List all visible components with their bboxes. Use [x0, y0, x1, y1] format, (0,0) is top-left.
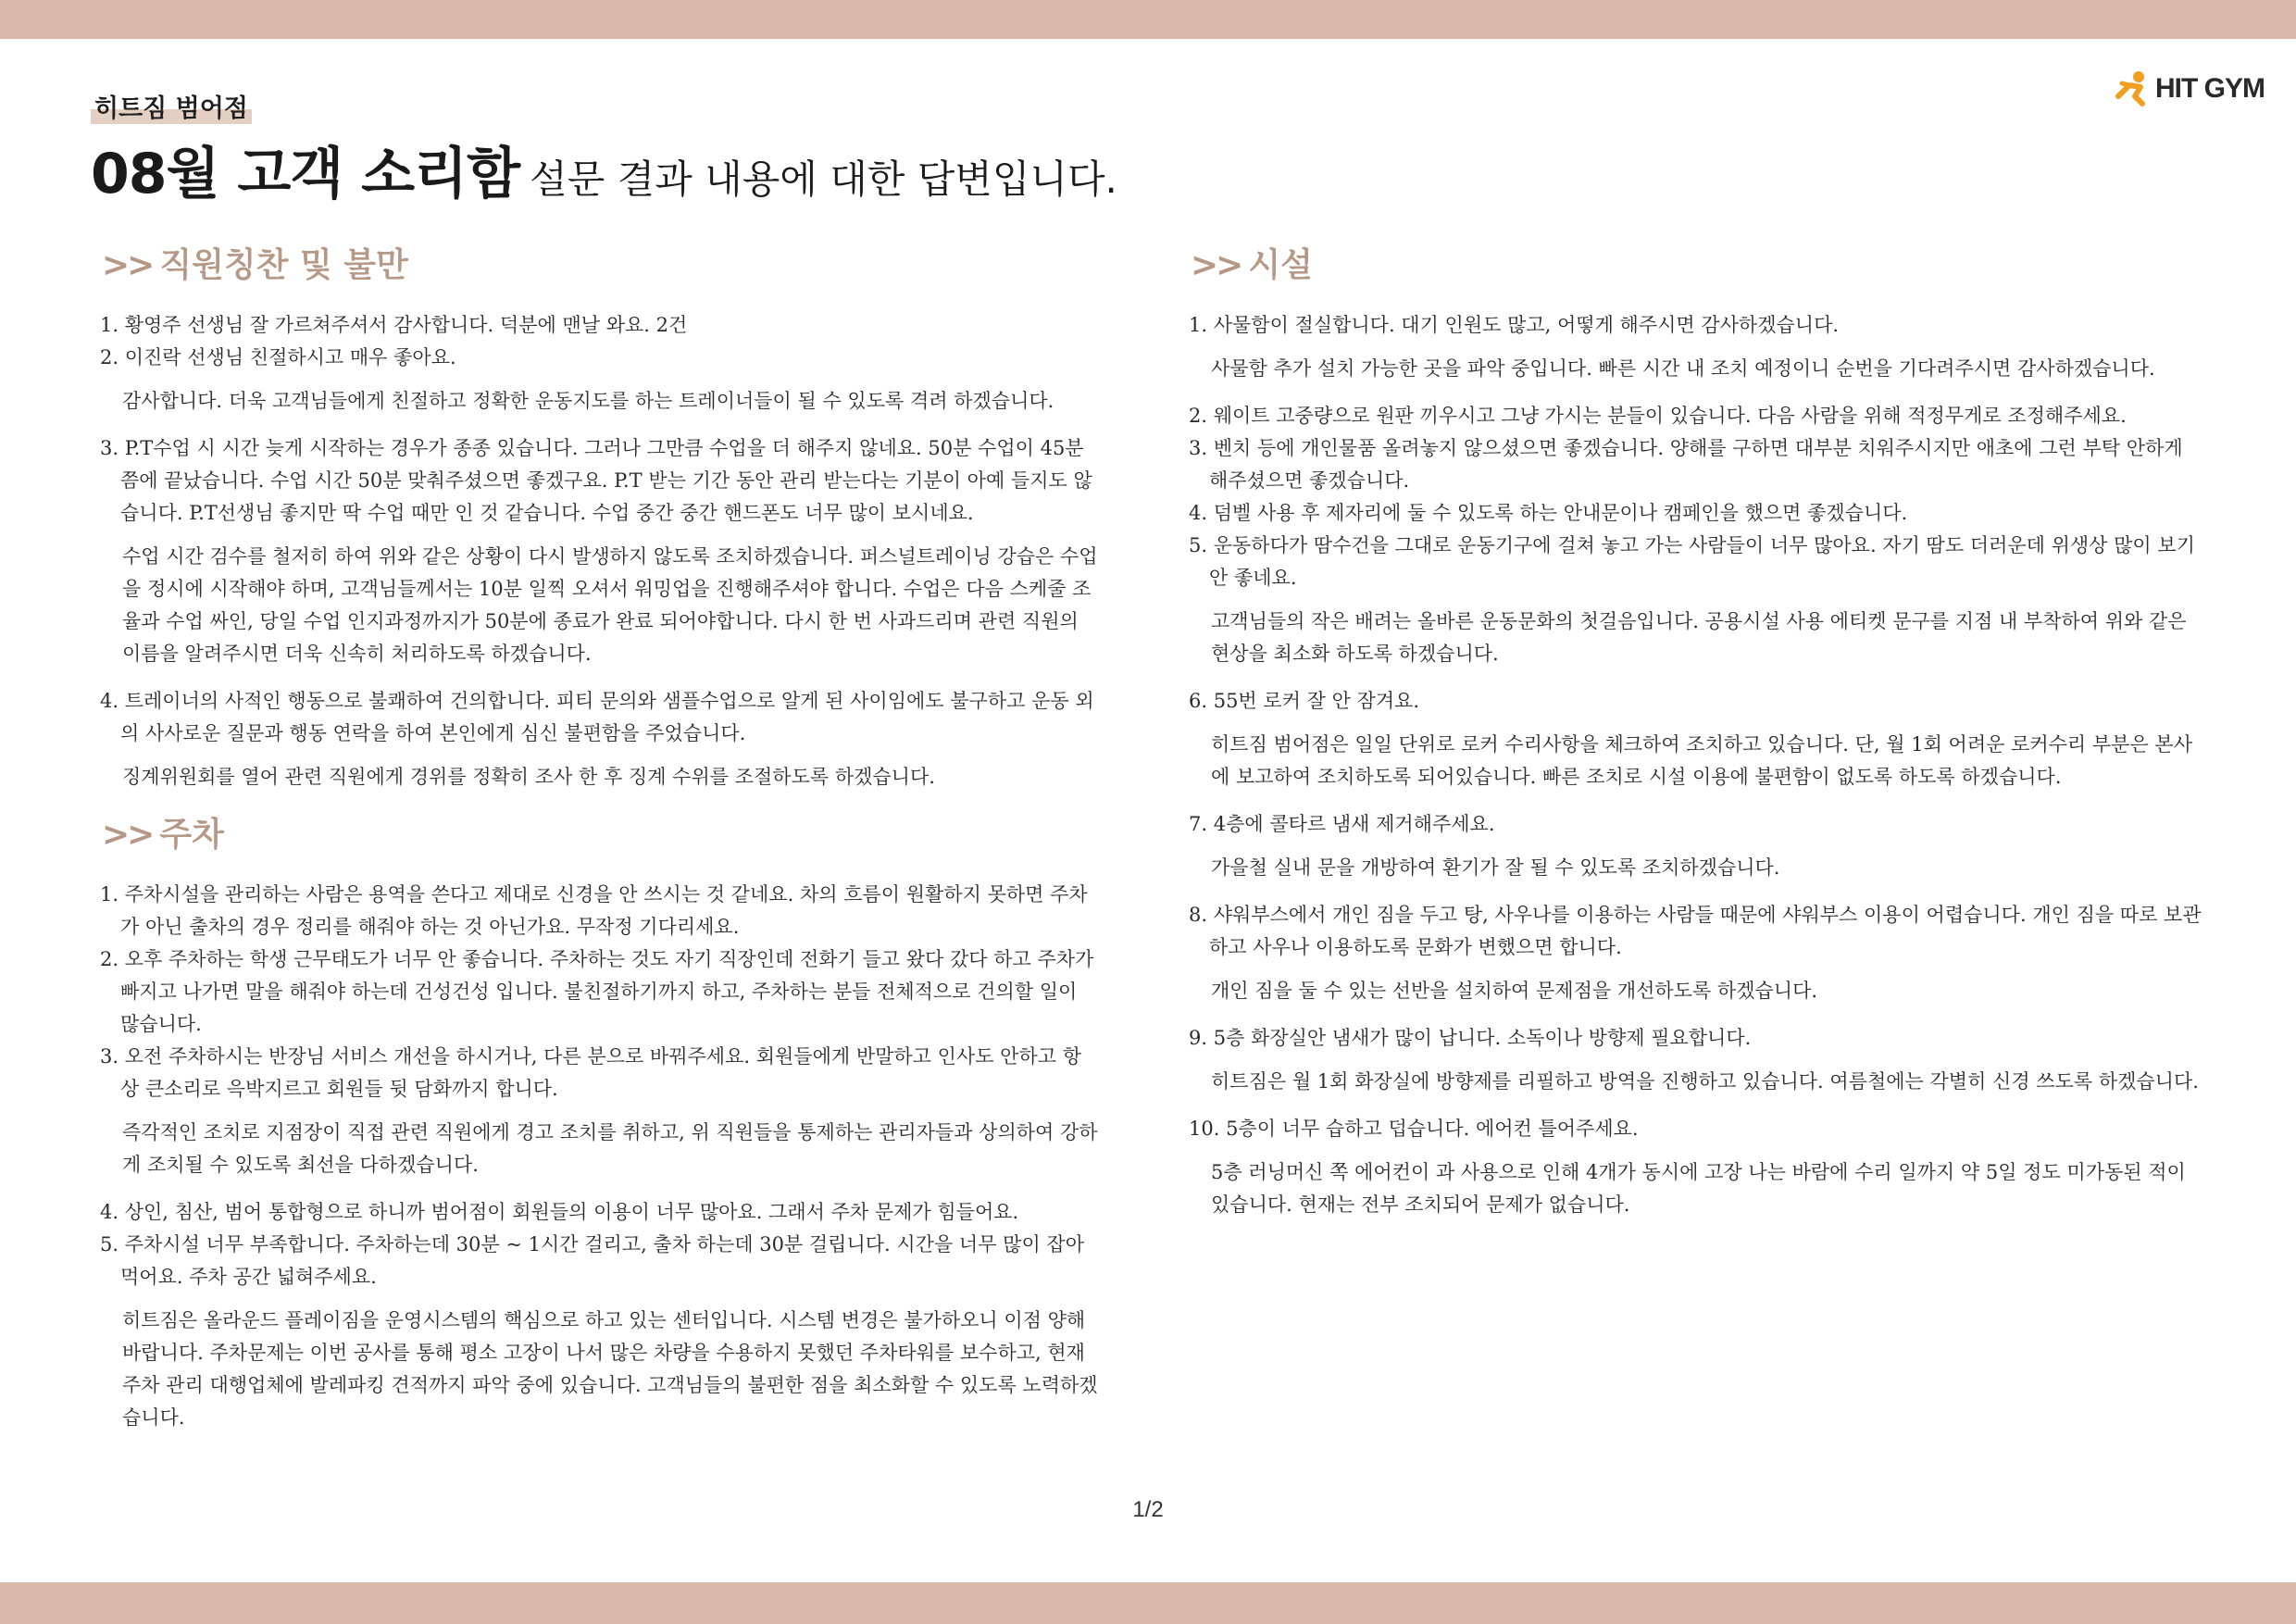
- section-heading-facility: >> 시설: [1191, 246, 1313, 284]
- question-item: 2. 웨이트 고중량으로 원판 끼우시고 그냥 가시는 분들이 있습니다. 다음 사람을 위해 적정무게로 조정해주세요.: [1189, 405, 2127, 427]
- question-item: 8. 샤워부스에서 개인 짐을 두고 탕, 사우나를 이용하는 사람들 때문에 샤워부스 이용이 어렵습니다. 개인 짐을 따로 보관하고 사우나 이용하도록 문화가 변했으면 합니다.: [1189, 904, 2202, 958]
- question-item: 1. 황영주 선생님 잘 가르쳐주셔서 감사합니다. 덕분에 맨날 와요. 2건: [100, 314, 688, 336]
- page-number: 1/2: [1132, 1497, 1164, 1522]
- answer-item: 히트짐은 올라운드 플레이짐을 운영시스템의 핵심으로 하고 있는 센터입니다. 시스템 변경은 불가하오니 이점 양해 바랍니다. 주차문제는 이번 공사를 통해 평소 고장이 나서 많은 차량을 수용하지 못했던 주차타워를 보수하고, 현재 주차 관리 대행업체에 발레파킹 견적까지 파악 중에 있습니다. 고객님들의 불편한 점을 최소화할 수 있도록 노력하겠습니다.: [122, 1309, 1098, 1429]
- question-item: 5. 주차시설 너무 부족합니다. 주차하는데 30분 ~ 1시간 걸리고, 출차 하는데 30분 걸립니다. 시간을 너무 많이 잡아먹어요. 주차 공간 넓혀주세요.: [100, 1233, 1084, 1288]
- section-heading-parking: >> 주차: [102, 816, 224, 854]
- top-band: [0, 0, 2296, 39]
- question-item: 4. 트레이너의 사적인 행동으로 불쾌하여 건의합니다. 피티 문의와 샘플수업으로 알게 된 사이임에도 불구하고 운동 외의 사사로운 질문과 행동 연락을 하여 본인에게 심신 불편함을 주었습니다.: [100, 690, 1094, 744]
- question-item: 2. 이진락 선생님 친절하시고 매우 좋아요.: [100, 346, 456, 369]
- question-item: 3. 벤치 등에 개인물품 올려놓지 않으셨으면 좋겠습니다. 양해를 구하면 대부분 치워주시지만 애초에 그런 부탁 안하게 해주셨으면 좋겠습니다.: [1189, 437, 2183, 492]
- question-item: 3. P.T수업 시 시간 늦게 시작하는 경우가 종종 있습니다. 그러나 그만큼 수업을 더 해주지 않네요. 50분 수업이 45분쯤에 끝났습니다. 수업 시간 50분 맞춰주셨으면 좋겠구요. P.T 받는 기간 동안 관리 받는다는 기분이 아예 들지도 않습니다. P.T선생님 좋지만 딱 수업 때만 인 것 같습니다. 수업 중간 중간 핸드폰도 너무 많이 보시네요.: [100, 437, 1092, 524]
- section-heading-staff: >> 직원칭찬 및 불만: [102, 246, 408, 284]
- question-item: 10. 5층이 너무 습하고 덥습니다. 에어컨 틀어주세요.: [1189, 1118, 1639, 1140]
- right-column: [1189, 243, 2207, 1236]
- answer-item: 즉각적인 조치로 지점장이 직접 관련 직원에게 경고 조치를 취하고, 위 직원들을 통제하는 관리자들과 상의하여 강하게 조치될 수 있도록 최선을 다하겠습니다.: [122, 1121, 1098, 1176]
- question-item: 3. 오전 주차하시는 반장님 서비스 개선을 하시거나, 다른 분으로 바꿔주세요. 회원들에게 반말하고 인사도 안하고 항상 큰소리로 윽박지르고 회원들 뒷 담화까지 합니다.: [100, 1045, 1081, 1100]
- answer-item: 수업 시간 검수를 철저히 하여 위와 같은 상황이 다시 발생하지 않도록 조치하겠습니다. 퍼스널트레이닝 강습은 수업을 정시에 시작해야 하며, 고객님들께서는 10분 일찍 오셔서 워밍업을 진행해주셔야 합니다. 수업은 다음 스케줄 조율과 수업 싸인, 당일 수업 인지과정까지가 50분에 종료가 완료 되어야합니다. 다시 한 번 사과드리며 관련 직원의 이름을 알려주시면 더욱 신속히 처리하도록 하겠습니다.: [122, 545, 1098, 665]
- hitgym-logo: [2113, 69, 2265, 109]
- title-subtitle: 설문 결과 내용에 대한 답변입니다.: [530, 156, 1117, 202]
- answer-item: 감사합니다. 더욱 고객님들에게 친절하고 정확한 운동지도를 하는 트레이너들이 될 수 있도록 격려 하겠습니다.: [122, 390, 1054, 412]
- answer-item: 징계위원회를 열어 관련 직원에게 경위를 정확히 조사 한 후 징계 수위를 조절하도록 하겠습니다.: [122, 766, 935, 788]
- question-item: 5. 운동하다가 땀수건을 그대로 운동기구에 걸쳐 놓고 가는 사람들이 너무 많아요. 자기 땀도 더러운데 위생상 많이 보기 안 좋네요.: [1189, 534, 2195, 589]
- answer-item: 히트짐은 월 1회 화장실에 방향제를 리필하고 방역을 진행하고 있습니다. 여름철에는 각별히 신경 쓰도록 하겠습니다.: [1211, 1070, 2199, 1093]
- question-item: 4. 상인, 침산, 범어 통합형으로 하니까 범어점이 회원들의 이용이 너무 많아요. 그래서 주차 문제가 힘들어요.: [100, 1201, 1019, 1223]
- runner-icon: [2113, 69, 2153, 109]
- answer-item: 사물함 추가 설치 가능한 곳을 파악 중입니다. 빠른 시간 내 조치 예정이니 순번을 기다려주시면 감사하겠습니다.: [1211, 357, 2155, 380]
- logo-text: HIT GYM: [2155, 73, 2265, 104]
- question-item: 9. 5층 화장실안 냄새가 많이 납니다. 소독이나 방향제 필요합니다.: [1189, 1027, 1752, 1049]
- page-title: [91, 130, 1117, 209]
- question-item: 6. 55번 로커 잘 안 잠겨요.: [1189, 690, 1420, 712]
- question-item: 7. 4층에 콜타르 냄새 제거해주세요.: [1189, 813, 1495, 835]
- question-item: 1. 주차시설을 관리하는 사람은 용역을 쓴다고 제대로 신경을 안 쓰시는 것 같네요. 차의 흐름이 원활하지 못하면 주차가 아닌 출차의 경우 정리를 해줘야 하는 것 아닌가요. 무작정 기다리세요.: [100, 883, 1088, 938]
- answer-item: 개인 짐을 둘 수 있는 선반을 설치하여 문제점을 개선하도록 하겠습니다.: [1211, 980, 1818, 1002]
- question-item: 4. 덤벨 사용 후 제자리에 둘 수 있도록 하는 안내문이나 캠페인을 했으면 좋겠습니다.: [1189, 502, 1908, 524]
- question-item: 1. 사물함이 절실합니다. 대기 인원도 많고, 어떻게 해주시면 감사하겠습니다.: [1189, 314, 1840, 336]
- answer-item: 고객님들의 작은 배려는 올바른 운동문화의 첫걸음입니다. 공용시설 사용 에티켓 문구를 지점 내 부착하여 위와 같은 현상을 최소화 하도록 하겠습니다.: [1211, 610, 2187, 665]
- left-column: [100, 243, 1100, 1449]
- title-main: 08월 고객 소리함: [91, 142, 520, 206]
- answer-item: 히트짐 범어점은 일일 단위로 로커 수리사항을 체크하여 조치하고 있습니다. 단, 월 1회 어려운 로커수리 부분은 본사에 보고하여 조치하도록 되어있습니다. 빠른 조치로 시설 이용에 불편함이 없도록 하도록 하겠습니다.: [1211, 733, 2192, 788]
- branch-label: 히트짐 범어점: [91, 93, 252, 126]
- question-item: 2. 오후 주차하는 학생 근무태도가 너무 안 좋습니다. 주차하는 것도 자기 직장인데 전화기 들고 왔다 갔다 하고 주차가 빠지고 나가면 말을 해줘야 하는데 건성건성 입니다. 불친절하기까지 하고, 주차하는 분들 전체적으로 건의할 일이 많습니다.: [100, 948, 1094, 1035]
- answer-item: 가을철 실내 문을 개방하여 환기가 잘 될 수 있도록 조치하겠습니다.: [1211, 856, 1780, 879]
- answer-item: 5층 러닝머신 쪽 에어컨이 과 사용으로 인해 4개가 동시에 고장 나는 바람에 수리 일까지 약 5일 정도 미가동된 적이 있습니다. 현재는 전부 조치되어 문제가 없습니다.: [1211, 1161, 2186, 1216]
- bottom-band: [0, 1582, 2296, 1624]
